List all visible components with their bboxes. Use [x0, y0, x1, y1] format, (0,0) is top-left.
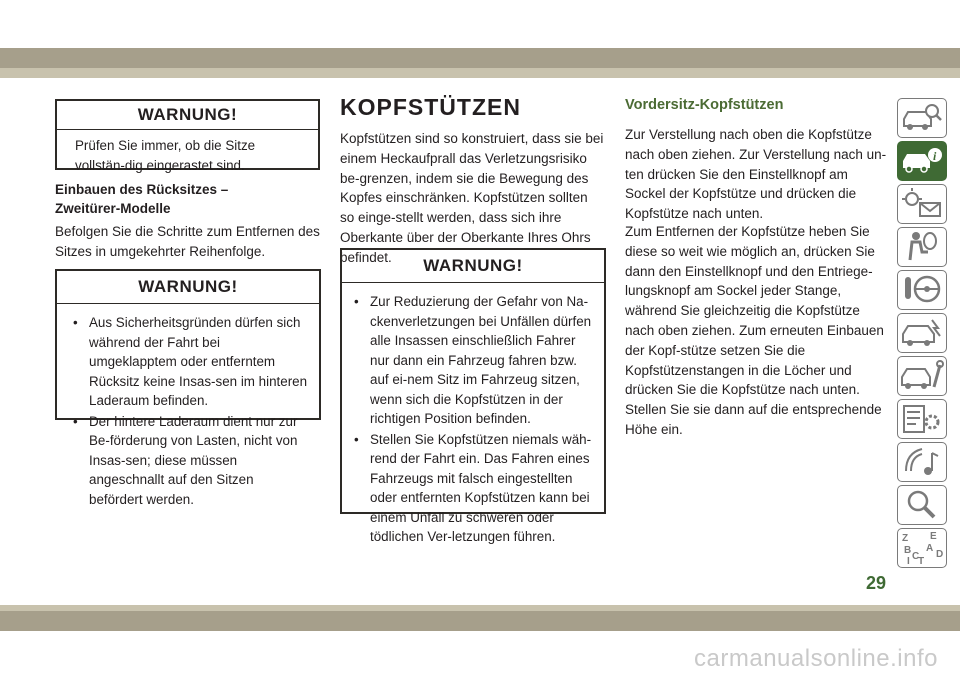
paragraph-kopfstuetzen: Kopfstützen sind so konstruiert, dass sie bei einem Heckaufprall das Verletzungsrisiko be-grenzen, indem sie die Bewegung des Kopfes einschränken. Kopfstützen sollten so einge-stellt werden, dass sich ihre Oberkante über der Oberkante Ihres Ohrs befindet.: [340, 131, 604, 265]
footer-stripe: [0, 611, 960, 631]
side-tab-multimedia[interactable]: [897, 442, 947, 482]
warning-text: Prüfen Sie immer, ob die Sitze vollstän-dig eingerastet sind.: [75, 138, 256, 173]
side-tab-servicing[interactable]: [897, 356, 947, 396]
warning-title: WARNUNG!: [57, 271, 319, 304]
side-tab-safety[interactable]: [897, 227, 947, 267]
warning-title: WARNUNG!: [342, 250, 604, 283]
steering-wheel-key-icon: [898, 271, 945, 308]
index-letter: A: [926, 543, 934, 554]
warning-list: [71, 313, 309, 509]
index-letter: Z: [902, 533, 909, 544]
warning-box-headrest: [340, 248, 606, 544]
subheading-rear-seat-install: Einbauen des Rücksitzes – Zweitürer-Modelle: [55, 182, 229, 216]
warning-item: • Der hintere Laderaum dient nur zur Be-förderung von Lasten, nicht von Insas-sen; diese müssen angeschnallt auf den Sitzen befördert werden.: [71, 412, 309, 510]
index-letters-icon: [898, 529, 945, 566]
side-tab-getting-to-know[interactable]: [897, 98, 947, 138]
page-number: 29: [866, 573, 887, 593]
car-magnifier-icon: [898, 99, 945, 136]
airbag-seat-icon: [898, 228, 945, 265]
warning-box-seat-lock: [55, 99, 320, 173]
car-wrench-icon: [898, 357, 945, 394]
section-heading-vordersitz: Vordersitz-Kopfstützen: [625, 97, 784, 113]
warning-box-cargo-area: [55, 269, 321, 507]
watermark: carmanualsonline.info: [694, 645, 938, 672]
index-letter: C: [912, 551, 920, 562]
warning-title: WARNUNG!: [57, 101, 318, 130]
warning-item: • Aus Sicherheitsgründen dürfen sich während der Fahrt bei umgeklapptem oder entferntem Rücksitz keine Insas-sen im hinteren Laderaum befinden.: [71, 313, 309, 411]
multimedia-music-icon: [898, 443, 945, 480]
side-tab-vehicle-info[interactable]: [897, 141, 947, 181]
index-letter: E: [930, 531, 937, 542]
index-letter: T: [918, 556, 925, 566]
car-info-icon: [898, 142, 945, 179]
paragraph-rear-seat-install: Befolgen Sie die Schritte zum Entfernen des Sitzes in umgekehrter Reihenfolge.: [55, 224, 320, 259]
side-tab-specifications[interactable]: [897, 399, 947, 439]
header-stripe: [0, 48, 960, 68]
car-crash-icon: [898, 314, 945, 351]
side-tab-emergency[interactable]: [897, 313, 947, 353]
paragraph-vordersitz-remove: Zum Entfernen der Kopfstütze heben Sie diese so weit wie möglich an, drücken Sie dann den Einstellknopf und den Entriege-lungsknopf am Sockel jeder Stange, während Sie gleichzeitig die Kopfstütze nach oben ziehen. Zum erneuten Einbauen der Kopf-stütze setzen Sie die Kopfstützenstangen in die Löcher und drücken Sie die Kopfstütze nach unten. Stellen Sie sie dann auf die entsprechende Höhe ein.: [625, 224, 884, 437]
header-stripe-light: [0, 68, 960, 78]
side-tab-search[interactable]: [897, 485, 947, 525]
paragraph-vordersitz-adjust: Zur Verstellung nach oben die Kopfstütze nach oben ziehen. Zur Verstellung nach un-ten drücken Sie den Einstellknopf am Sockel der Kopfstütze und drücken die Kopfstütze nach unten.: [625, 127, 887, 222]
index-letter: I: [907, 556, 910, 566]
search-icon: [898, 486, 945, 523]
side-tab-warning-lights[interactable]: [897, 184, 947, 224]
top-margin: [0, 0, 960, 40]
warning-list: [352, 292, 594, 547]
warning-item: • Zur Reduzierung der Gefahr von Na-ckenverletzungen bei Unfällen dürfen alle Insassen einschließlich Fahrer nur dann ein Fahrzeug fahren bzw. auf ei-nem Sitz im Fahrzeug sitzen, wenn sich die Kopfstützen in der richtigen Position befinden.: [352, 292, 594, 429]
side-tab-index[interactable]: [897, 528, 947, 568]
index-letter: B: [904, 545, 912, 556]
specs-gear-icon: [898, 400, 945, 437]
side-tab-starting-operating[interactable]: [897, 270, 947, 310]
warning-item: • Stellen Sie Kopfstützen niemals wäh-rend der Fahrt ein. Das Fahren eines Fahrzeugs mit falsch eingestellten oder entfernten Kopfstützen kann bei einem Unfall zu schweren oder tödlichen Ver-letzungen führen.: [352, 430, 594, 547]
section-heading-kopfstuetzen: KOPFSTÜTZEN: [340, 94, 521, 120]
svg-text:i: i: [933, 149, 937, 163]
warning-lights-mail-icon: [898, 185, 945, 222]
index-letter: D: [936, 549, 944, 560]
